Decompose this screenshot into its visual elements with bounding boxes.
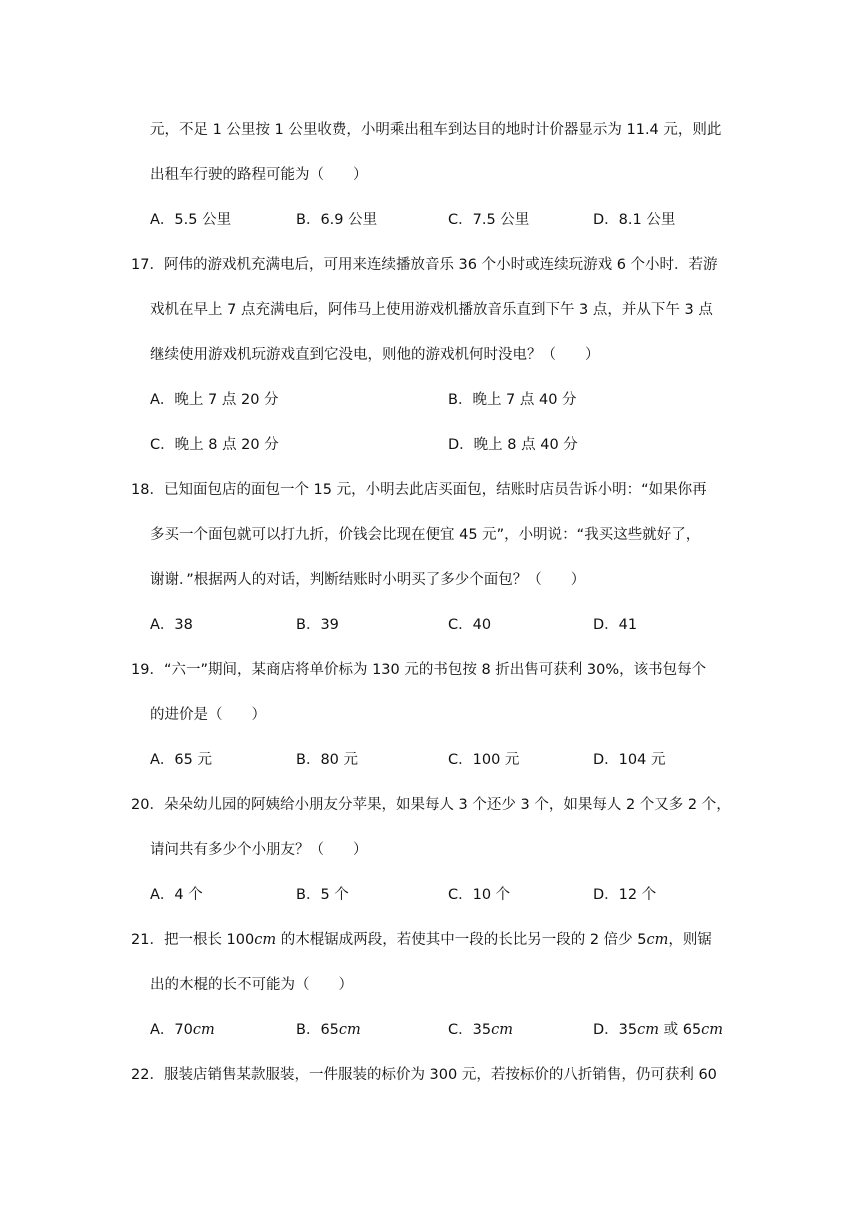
q21-option-d-label: D．35 — [593, 1022, 638, 1038]
q17-option-b: B．晚上 7 点 40 分 — [448, 392, 577, 408]
q21-unit-1: cm — [254, 932, 277, 948]
q18-option-b: B．39 — [296, 617, 339, 633]
q21-text-a: 21．把一根长 100 — [131, 932, 255, 948]
q21-line-2: 出的木棍的长不可能为（ ） — [150, 977, 353, 993]
q18-line-2: 多买一个面包就可以打九折，价钱会比现在便宜 45 元”，小明说：“我买这些就好了， — [150, 527, 701, 543]
q18-line-3: 谢谢．”根据两人的对话，判断结账时小明买了多少个面包？（ ） — [150, 572, 586, 588]
q20-line-2: 请问共有多少个小朋友？（ ） — [150, 842, 368, 858]
q17-line-1: 17．阿伟的游戏机充满电后，可用来连续播放音乐 36 个小时或连续玩游戏 6 个小时．若游 — [131, 257, 718, 273]
q18-option-c: C．40 — [448, 617, 492, 633]
q19-line-1: 19．“六一”期间，某商店将单价标为 130 元的书包按 8 折出售可获利 30%，该书包每个 — [131, 662, 707, 678]
q16-line-2: 出租车行驶的路程可能为（ ） — [150, 167, 368, 183]
q21-option-b-label: B．65 — [296, 1022, 339, 1038]
q20-option-d: D．12 个 — [593, 887, 657, 903]
q21-text-b: 的木棍锯成两段，若使其中一段的长比另一段的 2 倍少 5 — [276, 932, 647, 948]
q21-option-a-unit: cm — [192, 1022, 215, 1038]
q17-option-d: D．晚上 8 点 40 分 — [448, 437, 578, 453]
q19-option-a: A．65 元 — [150, 752, 212, 768]
q22-line-1: 22．服装店销售某款服装，一件服装的标价为 300 元，若按标价的八折销售，仍可获利 60 — [131, 1067, 717, 1083]
q16-option-d: D．8.1 公里 — [593, 212, 676, 228]
q21-option-a-label: A．70 — [150, 1022, 193, 1038]
q21-line-1 — [131, 928, 712, 949]
q19-line-2: 的进价是（ ） — [150, 707, 266, 723]
q17-line-3: 继续使用游戏机玩游戏直到它没电，则他的游戏机何时没电？（ ） — [150, 347, 600, 363]
q20-option-b: B．5 个 — [296, 887, 349, 903]
q20-line-1: 20．朵朵幼儿园的阿姨给小朋友分苹果，如果每人 3 个还少 3 个，如果每人 2 个又多 2 个， — [131, 797, 731, 813]
q16-option-a: A．5.5 公里 — [150, 212, 232, 228]
q20-option-a: A．4 个 — [150, 887, 203, 903]
q21-option-d-unit: cm — [637, 1022, 659, 1038]
q21-option-d-unit-2: cm — [701, 1022, 724, 1038]
q21-option-b-unit: cm — [338, 1022, 361, 1038]
q21-option-b — [296, 1018, 361, 1039]
q17-option-c: C．晚上 8 点 20 分 — [150, 437, 279, 453]
q21-option-c-unit: cm — [491, 1022, 513, 1038]
q21-option-a — [150, 1018, 215, 1039]
q17-option-a: A．晚上 7 点 20 分 — [150, 392, 279, 408]
q21-option-d — [593, 1018, 723, 1039]
q17-line-2: 戏机在早上 7 点充满电后，阿伟马上使用游戏机播放音乐直到下午 3 点，并从下午 3 点 — [150, 302, 713, 318]
q21-option-d-mid: 或 65 — [659, 1022, 702, 1038]
q16-option-c: C．7.5 公里 — [448, 212, 530, 228]
q16-line-1: 元，不足 1 公里按 1 公里收费，小明乘出租车到达目的地时计价器显示为 11.4 元，则此 — [150, 122, 722, 138]
q21-unit-2: cm — [646, 932, 669, 948]
q18-line-1: 18．已知面包店的面包一个 15 元，小明去此店买面包，结账时店员告诉小明：“如果你再 — [131, 482, 707, 498]
q21-text-c: ，则锯 — [668, 932, 712, 948]
q21-option-c — [448, 1018, 513, 1039]
q18-option-a: A．38 — [150, 617, 193, 633]
q19-option-c: C．100 元 — [448, 752, 520, 768]
q19-option-d: D．104 元 — [593, 752, 666, 768]
q16-option-b: B．6.9 公里 — [296, 212, 378, 228]
q19-option-b: B．80 元 — [296, 752, 359, 768]
q20-option-c: C．10 个 — [448, 887, 511, 903]
q18-option-d: D．41 — [593, 617, 638, 633]
q21-option-c-label: C．35 — [448, 1022, 492, 1038]
